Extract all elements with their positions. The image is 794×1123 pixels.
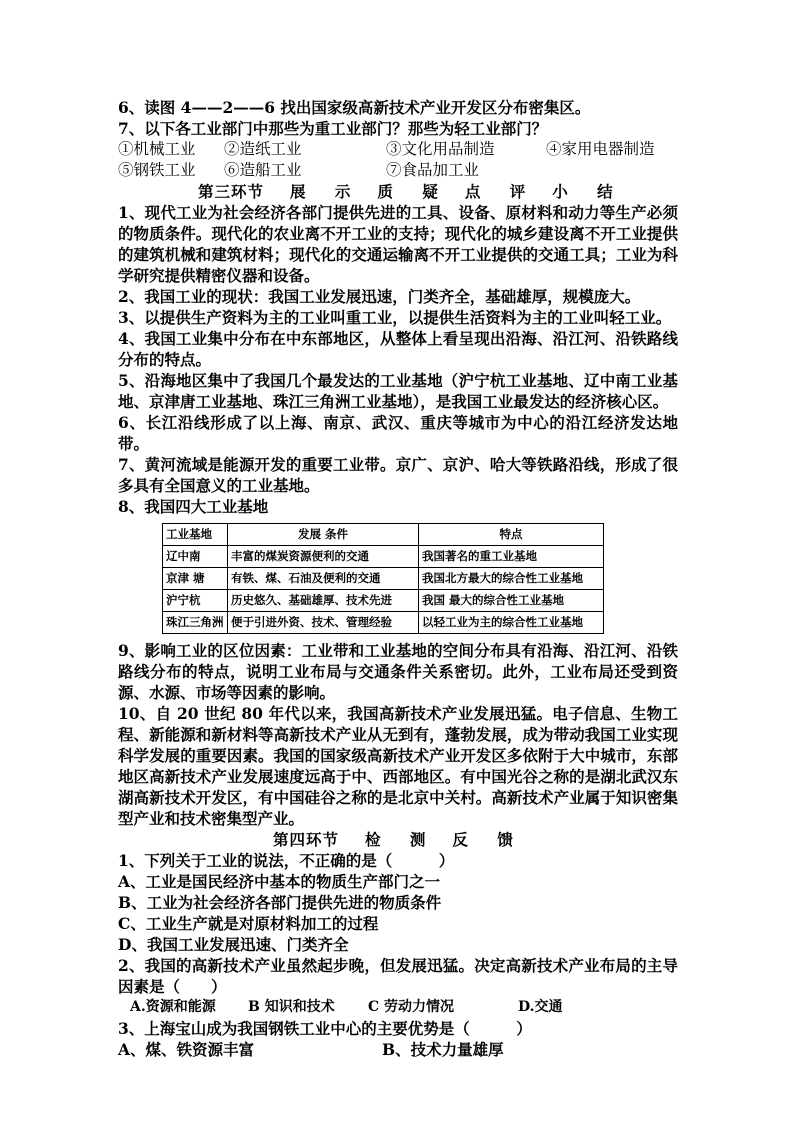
table-cell: 有铁、煤、石油及便利的交通 [228,568,419,590]
question-6: 6、读图 4——2——6 找出国家级高新技术产业开发区分布密集区。 [118,98,591,117]
document-page [118,97,678,1060]
option-1: ①机械工业 [118,140,196,158]
table-header-row [163,524,604,546]
industrial-bases-table [162,523,604,634]
paragraph-5: 5、沿海地区集中了我国几个最发达的工业基地（沪宁杭工业基地、辽中南工业基地、京津唐工业基地、珠江三角洲工业基地），是我国工业最发达的经济核心区。 [118,371,678,411]
q1-option-c: C、工业生产就是对原材料加工的过程 [118,914,379,933]
table-row [163,568,604,590]
table-header-cell: 发展 条件 [228,524,419,546]
paragraph-4: 4、我国工业集中分布在中东部地区，从整体上看呈现出沿海、沿江河、沿铁路线分布的特点。 [118,329,678,369]
q2-option-d: D.交通 [518,999,563,1015]
table-cell: 以轻工业为主的综合性工业基地 [419,612,604,634]
table-cell: 丰富的煤炭资源便利的交通 [228,546,419,568]
paragraph-10: 10、自 20 世纪 80 年代以来，我国高新技术产业发展迅猛。电子信息、生物工程、新能源和新材料等高新技术产业从无到有，蓬勃发展，成为带动我国工业实现科学发展的重要因素。我国的国家级高新技术产业开发区多依附于大中城市，东部地区高新技术产业发展速度远高于中、西部地区。有中国光谷之称的是湖北武汉东湖高新技术开发区，有中国硅谷之称的是北京中关村。高新技术产业属于知识密集型产业和技术密集型产业。 [118,704,678,828]
table-cell: 我国著名的重工业基地 [419,546,604,568]
section-4-title: 第四环节 检 测 反 馈 [273,830,514,849]
option-7: ⑦食品加工业 [386,161,480,179]
q2-option-b: B 知识和技术 [248,999,335,1015]
q3-option-b: B、技术力量雄厚 [382,1040,504,1059]
table-cell: 沪宁杭 [163,590,228,612]
table-row [163,546,604,568]
paragraph-2: 2、我国工业的现状：我国工业发展迅速，门类齐全，基础雄厚，规模庞大。 [118,287,641,306]
paragraph-6: 6、长江沿线形成了以上海、南京、武汉、重庆等城市为中心的沿江经济发达地带。 [118,413,678,453]
table-header-cell: 工业基地 [163,524,228,546]
table-header-cell: 特点 [419,524,604,546]
option-2: ②造纸工业 [224,140,302,158]
q2-option-c: C 劳动力情况 [368,999,455,1015]
section-3-title: 第三环节 展 示 质 疑 点 评 小 结 [198,182,614,201]
paragraph-1: 1、现代工业为社会经济各部门提供先进的工具、设备、原材料和动力等生产必须的物质条件。现代化的农业离不开工业的支持；现代化的城乡建设离不开工业提供的建筑机械和建筑材料；现代化的交通运输离不开工业提供的交通工具；工业为科学研究提供精密仪器和设备。 [118,203,678,285]
test-question-3: 3、上海宝山成为我国钢铁工业中心的主要优势是（ ） [118,1019,532,1038]
option-5: ⑤钢铁工业 [118,161,196,179]
paragraph-3: 3、以提供生产资料为主的工业叫重工业，以提供生活资料为主的工业叫轻工业。 [118,308,672,327]
table-cell: 历史悠久、基础雄厚、技术先进 [228,590,419,612]
option-3: ③文化用品制造 [386,140,495,158]
option-6: ⑥造船工业 [224,161,302,179]
table-cell: 京津 塘 [163,568,228,590]
q1-option-b: B、工业为社会经济各部门提供先进的物质条件 [118,893,442,912]
paragraph-9: 9、影响工业的区位因素：工业带和工业基地的空间分布具有沿海、沿江河、沿铁路线分布的特点，说明工业布局与交通条件关系密切。此外，工业布局还受到资源、水源、市场等因素的影响。 [118,641,678,702]
table-cell: 珠江三角洲 [163,612,228,634]
q2-options [118,997,678,1018]
q1-option-a: A、工业是国民经济中基本的物质生产部门之一 [118,872,441,891]
table-row [163,590,604,612]
test-question-2: 2、我国的高新技术产业虽然起步晚，但发展迅猛。决定高新技术产业布局的主导因素是（ ） [118,956,678,996]
q1-option-d: D、我国工业发展迅速、门类齐全 [118,935,349,954]
q3-options [118,1039,678,1060]
q3-option-a: A、煤、铁资源丰富 [118,1040,255,1059]
paragraph-7: 7、黄河流域是能源开发的重要工业带。京广、京沪、哈大等铁路沿线，形成了很多具有全国意义的工业基地。 [118,455,678,495]
table-cell: 我国北方最大的综合性工业基地 [419,568,604,590]
table-cell: 辽中南 [163,546,228,568]
table-cell: 便于引进外资、技术、管理经验 [228,612,419,634]
q2-option-a: A.资源和能源 [130,999,216,1015]
paragraph-8: 8、我国四大工业基地 [118,497,269,516]
table-row [163,612,604,634]
table-cell: 我国 最大的综合性工业基地 [419,590,604,612]
test-question-1: 1、下列关于工业的说法，不正确的是（ ） [118,851,455,870]
options-row-2 [118,160,678,181]
question-7: 7、以下各工业部门中那些为重工业部门？那些为轻工业部门？ [118,119,548,138]
option-4: ④家用电器制造 [546,140,655,158]
options-row-1 [118,139,678,160]
